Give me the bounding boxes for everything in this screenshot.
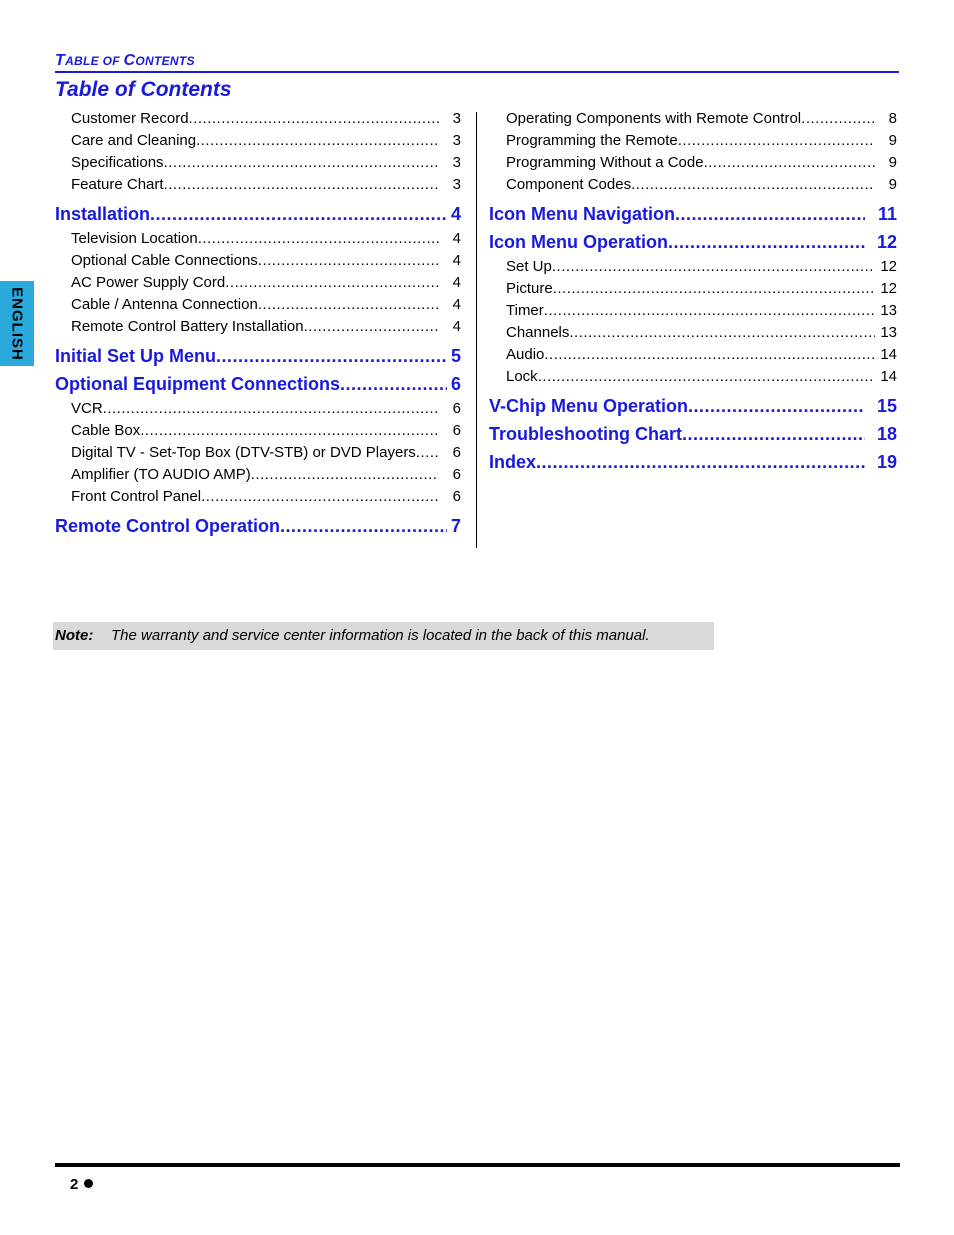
toc-entry-title: Customer Record: [71, 110, 189, 127]
toc-entry[interactable]: [55, 174, 461, 196]
note-text: The warranty and service center information is located in the back of this manual.: [111, 627, 650, 644]
dot-leader: [258, 294, 439, 316]
toc-section-page: 7: [450, 516, 461, 536]
toc-entry[interactable]: [55, 152, 461, 174]
toc-section-title: Initial Set Up Menu: [55, 346, 217, 366]
note-label: Note:: [55, 627, 94, 644]
toc-section-icon-menu-navigation[interactable]: [489, 200, 897, 228]
note-box: [53, 622, 714, 650]
dot-leader: [164, 152, 439, 174]
toc-entry[interactable]: [55, 228, 461, 250]
toc-section-installation[interactable]: [55, 200, 461, 228]
dot-leader: [675, 200, 865, 228]
toc-entry-title: Care and Cleaning: [71, 132, 197, 149]
dot-leader: [196, 130, 439, 152]
toc-entry-page: 6: [452, 444, 461, 461]
dot-leader: [801, 108, 875, 130]
column-divider: [476, 112, 477, 548]
toc-left-column: [55, 108, 461, 540]
toc-section-page: 11: [877, 204, 897, 224]
toc-entry[interactable]: [489, 300, 897, 322]
dot-leader: [552, 256, 875, 278]
bullet-icon: [84, 1179, 93, 1188]
toc-section-title: Installation: [55, 204, 151, 224]
running-head-part2: ONTENTS: [135, 54, 195, 68]
dot-leader: [150, 200, 447, 228]
toc-section-initial-setup[interactable]: [55, 342, 461, 370]
toc-entry-title: Timer: [506, 302, 544, 319]
dot-leader: [553, 278, 875, 300]
dot-leader: [682, 420, 865, 448]
toc-entry-title: Specifications: [71, 154, 164, 171]
toc-entry-page: 13: [880, 302, 897, 319]
toc-entry-page: 3: [452, 132, 461, 149]
toc-section-title: Icon Menu Operation: [489, 232, 669, 252]
toc-entry-page: 14: [880, 346, 897, 363]
toc-entry-title: Feature Chart: [71, 176, 164, 193]
header-rule: [55, 71, 899, 73]
toc-section-page: 4: [450, 204, 461, 224]
toc-section-page: 6: [450, 374, 461, 394]
toc-section-index[interactable]: [489, 448, 897, 476]
dot-leader: [631, 174, 875, 196]
running-head-initial-t: T: [55, 52, 66, 69]
toc-entry[interactable]: [55, 398, 461, 420]
running-head: [55, 52, 195, 70]
toc-entry-title: Picture: [506, 280, 553, 297]
running-head-part1: ABLE OF: [65, 54, 124, 68]
toc-entry-title: Amplifier (TO AUDIO AMP): [71, 466, 251, 483]
toc-section-page: 12: [876, 232, 897, 252]
toc-section-page: 19: [876, 452, 897, 472]
dot-leader: [569, 322, 875, 344]
dot-leader: [201, 486, 439, 508]
toc-section-vchip-menu-operation[interactable]: [489, 392, 897, 420]
toc-entry-page: 6: [452, 422, 461, 439]
toc-entry[interactable]: [55, 108, 461, 130]
dot-leader: [536, 448, 865, 476]
toc-entry-page: 3: [452, 154, 461, 171]
toc-entry-title: Cable Box: [71, 422, 141, 439]
toc-entry[interactable]: [489, 366, 897, 388]
toc-entry-title: Programming the Remote: [506, 132, 678, 149]
toc-entry-page: 4: [452, 296, 461, 313]
language-tab-label: ENGLISH: [8, 286, 26, 361]
language-tab: [0, 281, 34, 366]
toc-entry-page: 14: [880, 368, 897, 385]
dot-leader: [280, 512, 447, 540]
toc-entry[interactable]: [55, 250, 461, 272]
toc-entry-title: Front Control Panel: [71, 488, 202, 505]
toc-entry[interactable]: [489, 152, 897, 174]
toc-section-title: Troubleshooting Chart: [489, 424, 682, 444]
toc-entry-page: 3: [452, 176, 461, 193]
dot-leader: [304, 316, 439, 338]
toc-entry[interactable]: [55, 294, 461, 316]
toc-section-page: 18: [876, 424, 897, 444]
toc-entry[interactable]: [55, 316, 461, 338]
footer-rule: [55, 1163, 900, 1167]
toc-entry-title: Television Location: [71, 230, 198, 247]
toc-entry[interactable]: [489, 256, 897, 278]
toc-entry-title: Lock: [506, 368, 538, 385]
toc-entry-title: Channels: [506, 324, 570, 341]
toc-entry[interactable]: [55, 464, 461, 486]
toc-entry-title: Programming Without a Code: [506, 154, 704, 171]
toc-entry[interactable]: [55, 420, 461, 442]
toc-entry[interactable]: [55, 442, 461, 464]
toc-entry-page: 4: [452, 252, 461, 269]
toc-section-icon-menu-operation[interactable]: [489, 228, 897, 256]
toc-entry-page: 9: [888, 132, 897, 149]
toc-entry-page: 6: [452, 466, 461, 483]
toc-entry-page: 6: [452, 488, 461, 505]
toc-entry[interactable]: [55, 130, 461, 152]
toc-entry-page: 3: [452, 110, 461, 127]
toc-entry-page: 12: [880, 280, 897, 297]
toc-entry-page: 9: [888, 176, 897, 193]
toc-entry-page: 4: [452, 274, 461, 291]
dot-leader: [544, 344, 875, 366]
toc-section-title: V-Chip Menu Operation: [489, 396, 689, 416]
dot-leader: [140, 420, 439, 442]
dot-leader: [189, 108, 439, 130]
toc-entry[interactable]: [489, 108, 897, 130]
dot-leader: [251, 464, 439, 486]
toc-entry-page: 6: [452, 400, 461, 417]
toc-entry[interactable]: [489, 344, 897, 366]
running-head-initial-c: C: [123, 52, 136, 69]
dot-leader: [198, 228, 439, 250]
toc-entry[interactable]: [489, 322, 897, 344]
toc-section-title: Remote Control Operation: [55, 516, 281, 536]
toc-section-optional-equipment[interactable]: [55, 370, 461, 398]
toc-section-page: 15: [876, 396, 897, 416]
toc-entry[interactable]: [55, 486, 461, 508]
page-number: 2: [70, 1176, 79, 1193]
toc-entry-title: Remote Control Battery Installation: [71, 318, 304, 335]
toc-entry-title: Set Up: [506, 258, 552, 275]
toc-right-column: [489, 108, 897, 476]
dot-leader: [103, 398, 439, 420]
dot-leader: [164, 174, 439, 196]
toc-entry-title: AC Power Supply Cord: [71, 274, 226, 291]
dot-leader: [544, 300, 875, 322]
toc-entry-page: 4: [452, 230, 461, 247]
toc-entry[interactable]: [489, 278, 897, 300]
toc-entry-title: Component Codes: [506, 176, 632, 193]
dot-leader: [668, 228, 865, 256]
dot-leader: [258, 250, 439, 272]
toc-entry[interactable]: [489, 174, 897, 196]
toc-entry[interactable]: [55, 272, 461, 294]
toc-entry-title: Digital TV - Set-Top Box (DTV-STB) or DVD Players: [71, 444, 416, 461]
toc-section-title: Optional Equipment Connections: [55, 374, 340, 394]
toc-section-title: Index: [489, 452, 537, 472]
page-title: Table of Contents: [55, 78, 232, 101]
toc-entry-page: 13: [880, 324, 897, 341]
dot-leader: [538, 366, 875, 388]
dot-leader: [416, 442, 439, 464]
dot-leader: [225, 272, 439, 294]
dot-leader: [678, 130, 875, 152]
toc-entry[interactable]: [489, 130, 897, 152]
dot-leader: [688, 392, 865, 420]
toc-section-remote-control-operation[interactable]: [55, 512, 461, 540]
toc-entry-title: Optional Cable Connections: [71, 252, 258, 269]
toc-section-troubleshooting-chart[interactable]: [489, 420, 897, 448]
toc-entry-title: Cable / Antenna Connection: [71, 296, 258, 313]
toc-entry-title: Audio: [506, 346, 545, 363]
dot-leader: [340, 370, 447, 398]
dot-leader: [704, 152, 875, 174]
toc-section-page: 5: [450, 346, 461, 366]
toc-entry-page: 9: [888, 154, 897, 171]
toc-entry-page: 8: [888, 110, 897, 127]
toc-entry-title: VCR: [71, 400, 103, 417]
toc-section-title: Icon Menu Navigation: [489, 204, 676, 224]
toc-entry-title: Operating Components with Remote Control: [506, 110, 802, 127]
toc-entry-page: 4: [452, 318, 461, 335]
dot-leader: [216, 342, 447, 370]
toc-entry-page: 12: [880, 258, 897, 275]
